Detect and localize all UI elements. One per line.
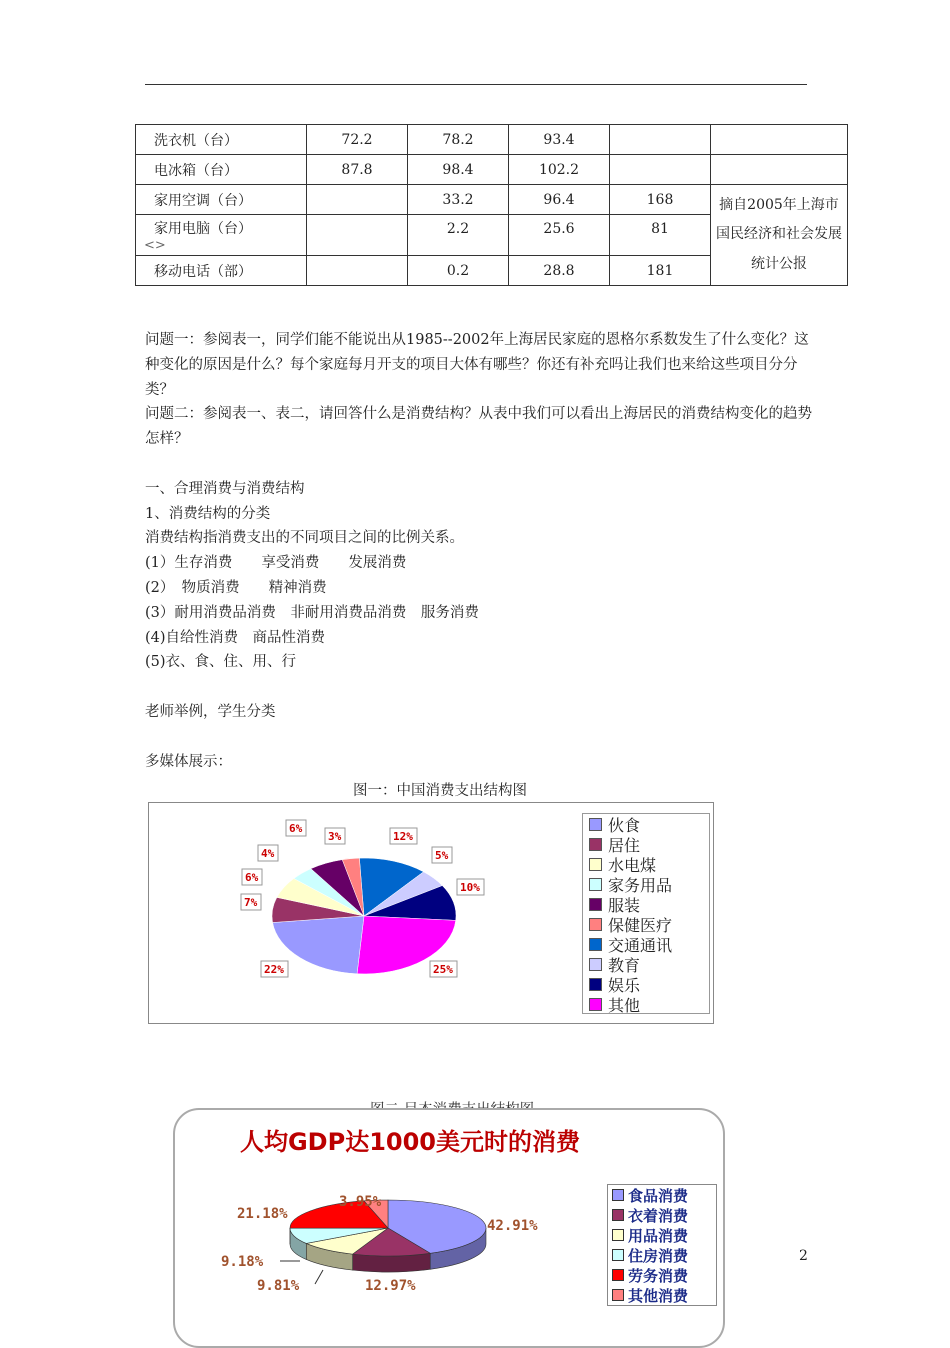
- legend-swatch: [612, 1289, 624, 1301]
- legend-item: [608, 1185, 716, 1205]
- pie-data-label: 12.97%: [365, 1278, 416, 1294]
- svg-text:12%: 12%: [393, 830, 413, 843]
- legend-label: 服装: [608, 893, 640, 916]
- svg-text:22%: 22%: [264, 963, 284, 976]
- table-cell-item: 家用电脑（台） <>: [136, 215, 307, 256]
- pie-data-label: 9.81%: [257, 1278, 300, 1294]
- paragraph: [145, 725, 815, 750]
- table-cell-item: 家用空调（台）: [136, 185, 307, 215]
- paragraph: 1、消费结构的分类: [145, 502, 815, 527]
- legend-swatch: [612, 1229, 624, 1241]
- table-cell-value: 28.8: [509, 256, 610, 286]
- paragraph: (4)自给性消费 商品性消费: [145, 626, 815, 651]
- paragraph: 问题二：参阅表一、表二，请回答什么是消费结构？从表中我们可以看出上海居民的消费结构变化的趋势怎样？: [145, 402, 815, 452]
- svg-text:25%: 25%: [433, 963, 453, 976]
- paragraph: [145, 452, 815, 477]
- chart2-pie: [175, 1110, 605, 1340]
- legend-item: [608, 1205, 716, 1225]
- chart1-frame: [148, 802, 714, 1024]
- legend-swatch: [589, 898, 602, 911]
- table-cell-value: [610, 125, 711, 155]
- table-cell-value: 25.6: [509, 215, 610, 256]
- pie-data-label: [242, 869, 262, 885]
- pie-data-label: [325, 828, 345, 844]
- legend-swatch: [589, 978, 602, 991]
- table-source-note: 摘自2005年上海市国民经济和社会发展统计公报: [711, 185, 848, 286]
- paragraph: 老师举例，学生分类: [145, 700, 815, 725]
- legend-swatch: [612, 1209, 624, 1221]
- body-text: [145, 328, 815, 774]
- table-cell-value: 96.4: [509, 185, 610, 215]
- table-cell-value: 0.2: [408, 256, 509, 286]
- legend-item: [583, 914, 709, 934]
- legend-label: 家务用品: [608, 873, 672, 896]
- legend-item: [608, 1265, 716, 1285]
- svg-text:4%: 4%: [261, 847, 275, 860]
- leader-line: [315, 1270, 323, 1284]
- paragraph: (3）耐用消费品消费 非耐用消费品消费 服务消费: [145, 601, 815, 626]
- table-cell-value: 98.4: [408, 155, 509, 185]
- pie-data-label: [286, 820, 306, 836]
- legend-label: 其他消费: [628, 1285, 688, 1306]
- legend-swatch: [612, 1269, 624, 1281]
- paragraph: 多媒体展示：: [145, 750, 815, 775]
- table-cell-value: 181: [610, 256, 711, 286]
- legend-label: 娱乐: [608, 973, 640, 996]
- legend-swatch: [589, 818, 602, 831]
- legend-label: 住房消费: [628, 1245, 688, 1266]
- header-rule: [145, 84, 807, 85]
- table-cell-value: 87.8: [307, 155, 408, 185]
- table-row: [136, 125, 848, 155]
- pie-data-label: [430, 961, 457, 977]
- table-cell-item: 移动电话（部）: [136, 256, 307, 286]
- pie-data-label: [261, 961, 288, 977]
- legend-item: [608, 1245, 716, 1265]
- chart2-frame: [173, 1108, 725, 1348]
- table-row: [136, 155, 848, 185]
- paragraph: 问题一：参阅表一，同学们能不能说出从1985--2002年上海居民家庭的恩格尔系数发生了什么变化？这种变化的原因是什么？每个家庭每月开支的项目大体有哪些？你还有补充吗让我们也来给这些项目分分类？: [145, 328, 815, 402]
- pie-data-label: [457, 879, 484, 895]
- legend-swatch: [589, 998, 602, 1011]
- paragraph: 一、合理消费与消费结构: [145, 477, 815, 502]
- legend-item: [583, 854, 709, 874]
- legend-swatch: [589, 878, 602, 891]
- table-cell-value: 72.2: [307, 125, 408, 155]
- chart1-pie: [149, 803, 579, 1021]
- legend-item: [583, 834, 709, 854]
- svg-text:6%: 6%: [289, 822, 303, 835]
- svg-text:10%: 10%: [460, 881, 480, 894]
- table-cell-value: 81: [610, 215, 711, 256]
- table-cell-value: 78.2: [408, 125, 509, 155]
- table-cell-item: 洗衣机（台）: [136, 125, 307, 155]
- table-cell-value: [610, 155, 711, 185]
- table-cell-value: [307, 215, 408, 256]
- legend-label: 食品消费: [628, 1185, 688, 1206]
- paragraph: (5)衣、食、住、用、行: [145, 650, 815, 675]
- paragraph: 消费结构指消费支出的不同项目之间的比例关系。: [145, 526, 815, 551]
- pie-data-label: 3.95%: [339, 1194, 382, 1210]
- legend-item: [583, 994, 709, 1014]
- legend-item: [608, 1285, 716, 1305]
- chart1-caption: 图一：中国消费支出结构图: [0, 779, 915, 800]
- legend-swatch: [612, 1249, 624, 1261]
- legend-item: [583, 874, 709, 894]
- legend-item: [583, 934, 709, 954]
- svg-text:7%: 7%: [244, 896, 258, 909]
- legend-item: [583, 814, 709, 834]
- statistics-table: [135, 124, 848, 286]
- paragraph: (2） 物质消费 精神消费: [145, 576, 815, 601]
- legend-label: 劳务消费: [628, 1265, 688, 1286]
- legend-label: 其他: [608, 993, 640, 1016]
- legend-swatch: [612, 1189, 624, 1201]
- legend-label: 居住: [608, 833, 640, 856]
- pie-data-label: 42.91%: [487, 1218, 538, 1234]
- legend-swatch: [589, 958, 602, 971]
- pie-data-label: [390, 828, 417, 844]
- chart1-legend: [582, 813, 710, 1014]
- table-cell-value: [307, 256, 408, 286]
- table-cell-item: 电冰箱（台）: [136, 155, 307, 185]
- svg-text:3%: 3%: [328, 830, 342, 843]
- legend-label: 教育: [608, 953, 640, 976]
- pie-data-label: [241, 894, 261, 910]
- pie-data-label: [432, 847, 452, 863]
- paragraph: (1）生存消费 享受消费 发展消费: [145, 551, 815, 576]
- table-cell-empty: [711, 125, 848, 155]
- legend-label: 水电煤: [608, 853, 656, 876]
- paragraph: [145, 675, 815, 700]
- legend-swatch: [589, 918, 602, 931]
- chart2-legend: [607, 1184, 717, 1306]
- table-cell-value: 2.2: [408, 215, 509, 256]
- legend-label: 保健医疗: [608, 913, 672, 936]
- table-cell-value: 168: [610, 185, 711, 215]
- page-number: 2: [799, 1248, 808, 1264]
- svg-text:6%: 6%: [245, 871, 259, 884]
- legend-label: 衣着消费: [628, 1205, 688, 1226]
- legend-item: [583, 974, 709, 994]
- chart2-title: 人均GDP达1000美元时的消费: [175, 1122, 645, 1157]
- pie-data-label: 21.18%: [237, 1206, 288, 1222]
- legend-item: [583, 954, 709, 974]
- legend-swatch: [589, 938, 602, 951]
- legend-item: [583, 894, 709, 914]
- legend-label: 用品消费: [628, 1225, 688, 1246]
- table-row: [136, 185, 848, 215]
- table-cell-value: 33.2: [408, 185, 509, 215]
- pie-data-label: 9.18%: [221, 1254, 264, 1270]
- legend-swatch: [589, 858, 602, 871]
- legend-item: [608, 1225, 716, 1245]
- table-cell-value: 93.4: [509, 125, 610, 155]
- svg-text:5%: 5%: [435, 849, 449, 862]
- table-cell-value: 102.2: [509, 155, 610, 185]
- pie-data-label: [258, 845, 278, 861]
- legend-swatch: [589, 838, 602, 851]
- legend-label: 伙食: [608, 813, 640, 836]
- table-cell-value: [307, 185, 408, 215]
- table-cell-empty: [711, 155, 848, 185]
- legend-label: 交通通讯: [608, 933, 672, 956]
